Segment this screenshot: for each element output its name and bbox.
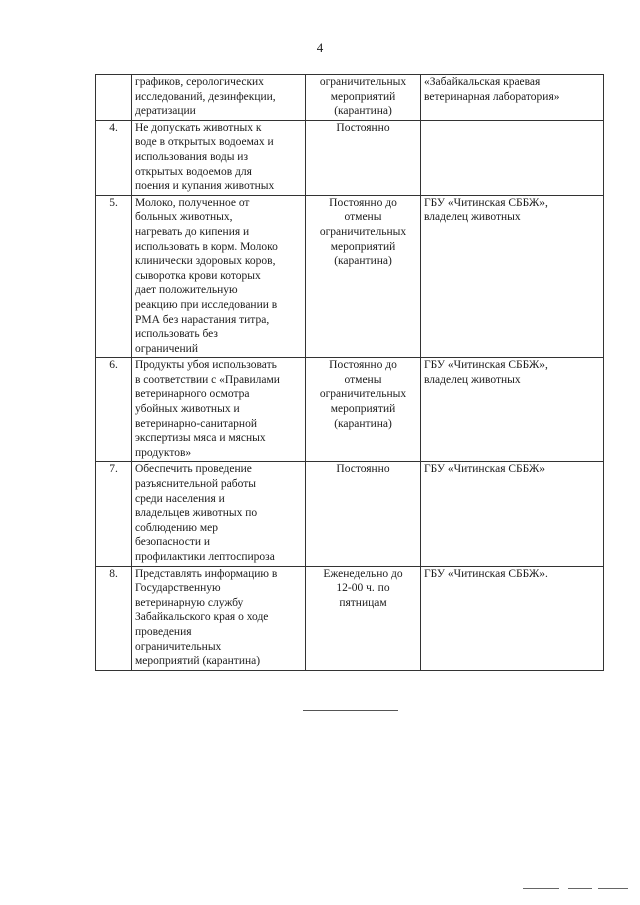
responsible-text-line: ГБУ «Читинская СББЖ»,	[424, 196, 548, 209]
page-number: 4	[316, 40, 324, 55]
measure-text-line: ветеринарную службу	[135, 596, 244, 609]
responsible-text-line: ГБУ «Читинская СББЖ»,	[424, 359, 548, 372]
deadline-text-line: ограничительных	[319, 388, 407, 401]
responsible-text-line: ветеринарная лаборатория»	[424, 90, 560, 103]
footer-mark	[598, 888, 628, 889]
row-number: 6.	[96, 358, 132, 462]
responsible-text	[421, 195, 604, 358]
deadline-text-line: Постоянно	[336, 121, 390, 134]
measure-text-line: разъяснительной работы	[135, 478, 256, 491]
measure-text-line: графиков, серологических	[135, 76, 264, 88]
row-number: 5.	[96, 195, 132, 358]
deadline-text-line: мероприятий	[330, 240, 396, 253]
measure-text	[132, 75, 306, 121]
measure-text-line: Молоко, полученное от	[135, 196, 250, 209]
measure-text-line: использовать в корм. Молоко	[135, 240, 278, 253]
measure-text	[132, 120, 306, 195]
deadline-text	[306, 120, 421, 195]
table-row	[96, 462, 604, 566]
measure-text-line: реакцию при исследовании в	[135, 298, 278, 311]
table-row	[96, 566, 604, 670]
measure-text-line: Забайкальского края о ходе	[135, 611, 269, 624]
measure-text-line: больных животных,	[135, 211, 233, 224]
deadline-text	[306, 75, 421, 121]
measure-text-line: владельцев животных по	[135, 507, 258, 520]
deadline-text-line: Постоянно до	[329, 196, 397, 209]
measure-text-line: в соответствии с «Правилами	[135, 373, 280, 386]
measure-text-line: клинически здоровых коров,	[135, 255, 276, 268]
deadline-text-line: отмены	[344, 211, 382, 224]
measure-text-line: продуктов»	[135, 446, 192, 459]
measure-text-line: мероприятий (карантина)	[135, 655, 261, 668]
measure-text-line: поения и купания животных	[135, 180, 275, 193]
deadline-text-line: (карантина)	[334, 417, 392, 430]
deadline-text-line: отмены	[344, 373, 382, 386]
measure-text-line: воде в открытых водоемах и	[135, 136, 274, 149]
measure-text-line: Продукты убоя использовать	[135, 359, 277, 372]
deadline-text	[306, 358, 421, 462]
responsible-text	[421, 462, 604, 566]
measure-text	[132, 566, 306, 670]
footer-mark	[523, 888, 559, 889]
measure-text-line: ограничительных	[135, 640, 222, 653]
row-number	[96, 75, 132, 121]
measure-text-line: соблюдению мер	[135, 521, 219, 534]
measure-text-line: ветеринарно-санитарной	[135, 417, 257, 430]
measure-text-line: Не допускать животных к	[135, 121, 262, 134]
measure-text-line: нагревать до кипения и	[135, 225, 250, 238]
measure-text	[132, 358, 306, 462]
deadline-text-line: (карантина)	[334, 255, 392, 268]
measure-text-line: Государственную	[135, 582, 221, 595]
responsible-text-line: ГБУ «Читинская СББЖ».	[424, 567, 548, 580]
responsible-text-line: «Забайкальская краевая	[424, 76, 541, 88]
table-row	[96, 358, 604, 462]
deadline-text	[306, 566, 421, 670]
measures-table	[95, 74, 604, 671]
deadline-text-line: Еженедельно до	[323, 567, 403, 580]
deadline-text-line: Постоянно	[336, 463, 390, 476]
responsible-text-line: владелец животных	[424, 211, 521, 224]
measure-text-line: безопасности и	[135, 536, 211, 549]
measure-text-line: экспертизы мяса и мясных	[135, 432, 266, 445]
deadline-text-line: мероприятий	[330, 90, 396, 103]
deadline-text-line: пятницам	[339, 596, 387, 609]
responsible-text	[421, 120, 604, 195]
measure-text-line: использовать без	[135, 328, 218, 341]
measure-text	[132, 462, 306, 566]
measure-text-line: ветеринарного осмотра	[135, 388, 250, 401]
deadline-text	[306, 462, 421, 566]
footer-mark	[568, 888, 592, 889]
measure-text-line: исследований, дезинфекции,	[135, 90, 276, 103]
table-row	[96, 120, 604, 195]
responsible-text-line: владелец животных	[424, 373, 521, 386]
responsible-text	[421, 566, 604, 670]
measure-text-line: Обеспечить проведение	[135, 463, 252, 476]
measure-text-line: профилактики лептоспироза	[135, 551, 275, 563]
row-number: 8.	[96, 566, 132, 670]
row-number: 7.	[96, 462, 132, 566]
deadline-text-line: 12-00 ч. по	[336, 582, 390, 595]
measure-text-line: Представлять информацию в	[135, 567, 278, 580]
deadline-text-line: мероприятий	[330, 403, 396, 416]
measure-text-line: среди населения и	[135, 492, 225, 505]
measure-text-line: дератизации	[135, 105, 196, 118]
closing-rule	[303, 710, 398, 711]
measure-text-line: ограничений	[135, 342, 198, 355]
measure-text-line: РМА без нарастания титра,	[135, 313, 270, 326]
table-row	[96, 75, 604, 121]
responsible-text-line: ГБУ «Читинская СББЖ»	[424, 463, 546, 476]
responsible-text	[421, 75, 604, 121]
deadline-text-line: ограничительных	[319, 76, 407, 88]
deadline-text	[306, 195, 421, 358]
measure-text-line: открытых водоемов для	[135, 165, 252, 178]
measure-text-line: сыворотка крови которых	[135, 269, 261, 282]
deadline-text-line: ограничительных	[319, 225, 407, 238]
row-number: 4.	[96, 120, 132, 195]
measures-table-body	[96, 75, 604, 671]
measure-text	[132, 195, 306, 358]
measure-text-line: использования воды из	[135, 150, 248, 163]
table-row	[96, 195, 604, 358]
deadline-text-line: (карантина)	[334, 105, 392, 118]
measure-text-line: проведения	[135, 625, 192, 638]
deadline-text-line: Постоянно до	[329, 359, 397, 372]
measure-text-line: убойных животных и	[135, 403, 240, 416]
responsible-text	[421, 358, 604, 462]
measure-text-line: дает положительную	[135, 284, 238, 297]
